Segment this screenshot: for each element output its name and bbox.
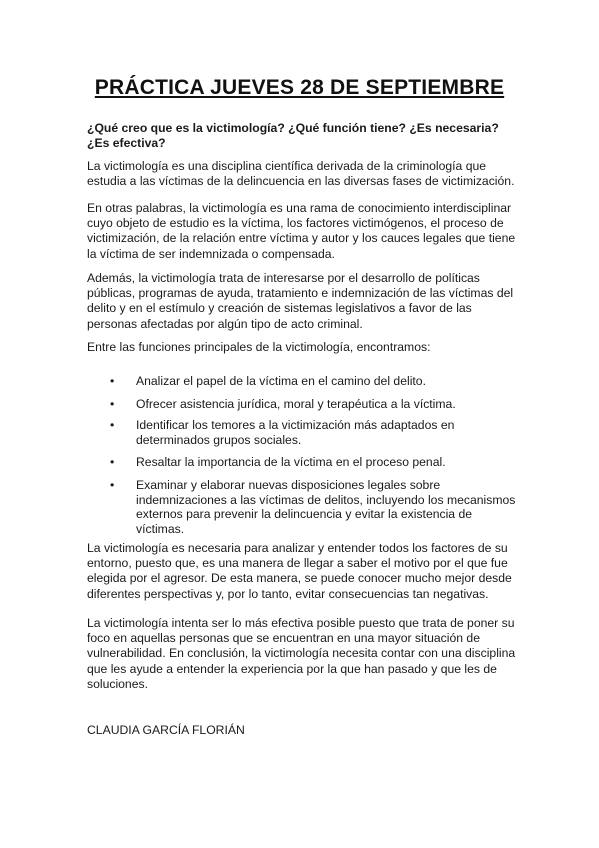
document-title: PRÁCTICA JUEVES 28 DE SEPTIEMBRE <box>94 76 505 99</box>
list-item-text: Identificar los temores a la victimización más adaptados en determinados grupos sociales. <box>136 418 455 447</box>
bullet-icon: • <box>110 455 115 470</box>
list-item-text: Examinar y elaborar nuevas disposiciones legales sobre indemnizaciones a las víctimas de delitos, incluyendo los mecanismos externos para prevenir la delincuencia y evitar la existencia de víctimas. <box>136 477 516 536</box>
list-item <box>110 418 520 447</box>
bullet-icon: • <box>110 418 115 433</box>
list-item <box>110 455 520 470</box>
paragraph-necessary: La victimología es necesaria para analizar y entender todos los factores de su entorno, puesto que, es una manera de llegar a saber el motivo por el que fue elegida por el agresor. De esta manera, se puede conocer mucho mejor desde diferentes perspectivas y, por lo tanto, evitar consecuencias tan negativas. <box>87 541 512 601</box>
list-item <box>110 374 520 389</box>
functions-list <box>110 374 520 536</box>
question-heading: ¿Qué creo que es la victimología? ¿Qué función tiene? ¿Es necesaria? ¿Es efectiva? <box>87 121 499 151</box>
list-item <box>110 397 520 412</box>
list-item-text: Resaltar la importancia de la víctima en el proceso penal. <box>136 455 446 470</box>
bullet-icon: • <box>110 374 115 388</box>
list-item-text: Ofrecer asistencia jurídica, moral y terapéutica a la víctima. <box>136 396 456 411</box>
bullet-icon: • <box>110 396 115 411</box>
paragraph-effective: La victimología intenta ser lo más efectiva posible puesto que trata de poner su foco en aquellas personas que se encuentran en una mayor situación de vulnerabilidad. En conclusión, la victimología necesita contar con una disciplina que les ayude a entender la experiencia por la que han pasado y que les de soluciones. <box>87 616 516 691</box>
paragraph-moreover: Además, la victimología trata de interesarse por el desarrollo de políticas públicas, programas de ayuda, tratamiento e indemnización de las víctimas del delito y en el estímulo y creación de sistemas legislativos a favor de las personas afectadas por algún tipo de acto criminal. <box>87 271 514 331</box>
bullet-icon: • <box>110 477 115 492</box>
paragraph-definition: La victimología es una disciplina científica derivada de la criminología que estudia a las víctimas de la delincuencia en las diversas fases de victimización. <box>87 159 515 189</box>
list-item-text: Analizar el papel de la víctima en el camino del delito. <box>136 374 426 388</box>
paragraph-functions-intro: Entre las funciones principales de la victimología, encontramos: <box>87 340 431 354</box>
paragraph-other-words: En otras palabras, la victimología es una rama de conocimiento interdisciplinar cuyo objeto de estudio es la víctima, los factores victimógenos, el proceso de victimización, de la relación entre víctima y autor y los cauces legales que tiene la víctima de ser indemnizada o compensada. <box>87 201 516 261</box>
list-item <box>110 478 520 536</box>
author-signature: CLAUDIA GARCÍA FLORIÁN <box>87 723 245 737</box>
